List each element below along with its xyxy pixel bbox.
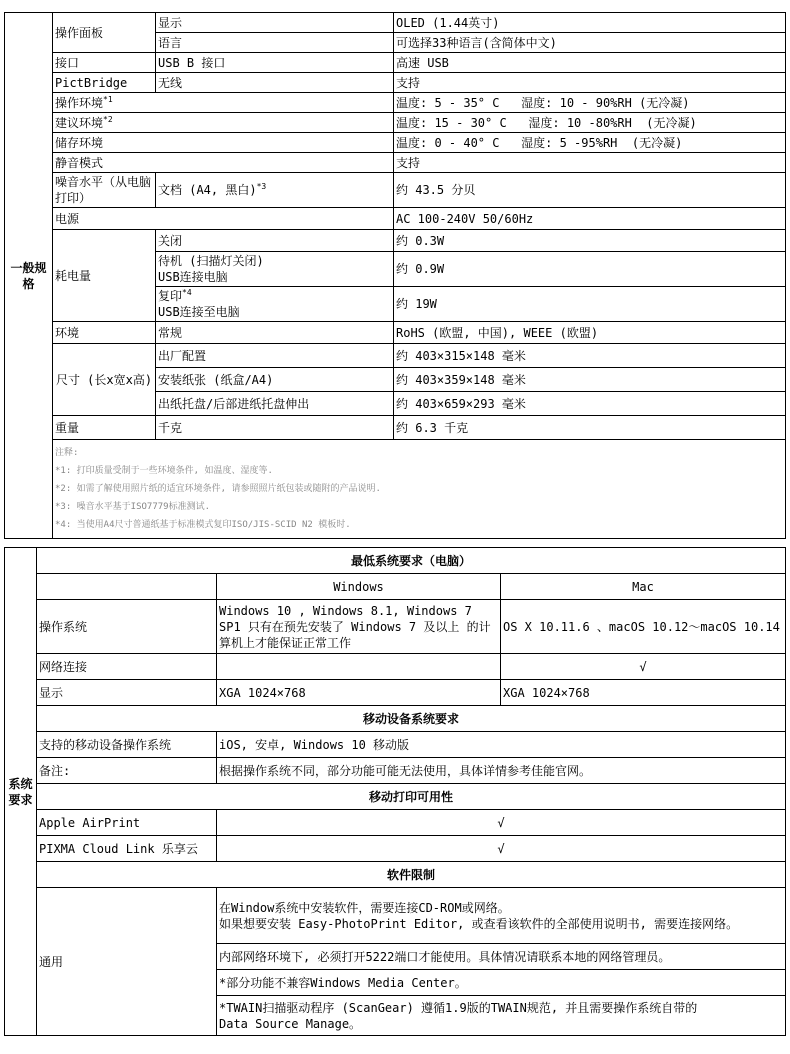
section-label-general: 一般规格 <box>5 13 53 539</box>
note-line: *1: 打印质量受制于一些环境条件, 如温度、湿度等. <box>55 466 273 476</box>
mobile-print-title: 移动打印可用性 <box>37 784 786 810</box>
val-factory: 约 403×315×148 毫米 <box>394 344 786 368</box>
val-mobile-os: iOS, 安卓, Windows 10 移动版 <box>217 732 786 758</box>
system-requirements-table <box>4 547 786 1036</box>
note-line: *3: 噪音水平基于ISO7779标准测试. <box>55 502 211 512</box>
label-mobile-os: 支持的移动设备操作系统 <box>37 732 217 758</box>
label-network: 网络连接 <box>37 654 217 680</box>
display-windows: XGA 1024×768 <box>217 680 501 706</box>
sub-display: 显示 <box>156 13 394 33</box>
label-power: 电源 <box>53 208 394 230</box>
label-storage-env: 储存环境 <box>53 133 394 153</box>
sub-weight: 千克 <box>156 416 394 440</box>
pixma-check: √ <box>217 836 786 862</box>
val-rec-env: 温度: 15 - 30° C 湿度: 10 -80%RH (无冷凝) <box>394 113 786 133</box>
val-storage-env: 温度: 0 - 40° C 湿度: 5 -95%RH (无冷凝) <box>394 133 786 153</box>
val-noise: 约 43.5 分贝 <box>394 173 786 208</box>
val-display: OLED (1.44英寸) <box>394 13 786 33</box>
note-line: 注释: <box>55 448 79 458</box>
blank-cell <box>37 574 217 600</box>
network-windows <box>217 654 501 680</box>
val-interface: 高速 USB <box>394 53 786 73</box>
label-pixma: PIXMA Cloud Link 乐享云 <box>37 836 217 862</box>
val-op-env: 温度: 5 - 35° C 湿度: 10 - 90%RH (无冷凝) <box>394 93 786 113</box>
val-language: 可选择33种语言(含简体中文) <box>394 33 786 53</box>
label-interface: 接口 <box>53 53 156 73</box>
label-mobile-note: 备注: <box>37 758 217 784</box>
col-mac: Mac <box>501 574 786 600</box>
col-windows: Windows <box>217 574 501 600</box>
note-line: *2: 如需了解使用照片纸的适宜环境条件, 请参照照片纸包装或随附的产品说明. <box>55 484 381 494</box>
val-environment: RoHS (欧盟, 中国), WEEE (欧盟) <box>394 322 786 344</box>
val-copy: 约 19W <box>394 287 786 322</box>
sub-factory: 出厂配置 <box>156 344 394 368</box>
sub-copy: 复印$^{*4}$ USB连接至电脑 <box>156 287 394 322</box>
label-pictbridge: PictBridge <box>53 73 156 93</box>
sub-environment: 常规 <box>156 322 394 344</box>
software-row: 在Window系统中安装软件，需要连接CD-ROM或网络。 如果想要安装 Easy-PhotoPrint Editor, 或查看该软件的全部使用说明书, 需要连接网络。 <box>217 888 786 944</box>
sub-language: 语言 <box>156 33 394 53</box>
val-tray: 约 403×659×293 毫米 <box>394 392 786 416</box>
val-power: AC 100-240V 50/60Hz <box>394 208 786 230</box>
val-pictbridge: 支持 <box>394 73 786 93</box>
sub-noise: 文档 (A4, 黑白)$^{*3}$ <box>156 173 394 208</box>
os-mac: OS X 10.11.6 、macOS 10.12～macOS 10.14 <box>501 600 786 654</box>
software-limits-title: 软件限制 <box>37 862 786 888</box>
sub-pictbridge: 无线 <box>156 73 394 93</box>
label-quiet: 静音模式 <box>53 153 394 173</box>
software-row: 内部网络环境下, 必须打开5222端口才能使用。具体情况请联系本地的网络管理员。 <box>217 944 786 970</box>
label-os: 操作系统 <box>37 600 217 654</box>
section-label-system: 系统要求 <box>5 548 37 1036</box>
notes <box>53 440 786 539</box>
val-standby: 约 0.9W <box>394 252 786 287</box>
val-mobile-note: 根据操作系统不同，部分功能可能无法使用，具体详情参考佳能官网。 <box>217 758 786 784</box>
sub-standby: 待机 (扫描灯关闭) USB连接电脑 <box>156 252 394 287</box>
label-consumption: 耗电量 <box>53 230 156 322</box>
label-dimensions: 尺寸 (长x宽x高) <box>53 344 156 416</box>
display-mac: XGA 1024×768 <box>501 680 786 706</box>
software-row: *部分功能不兼容Windows Media Center。 <box>217 970 786 996</box>
val-quiet: 支持 <box>394 153 786 173</box>
airprint-check: √ <box>217 810 786 836</box>
mobile-requirements-title: 移动设备系统要求 <box>37 706 786 732</box>
label-weight: 重量 <box>53 416 156 440</box>
sub-paper: 安装纸张 (纸盒/A4) <box>156 368 394 392</box>
note-line: *4: 当使用A4尺寸普通纸基于标准模式复印ISO/JIS-SCID N2 模板时. <box>55 520 351 530</box>
label-general: 通用 <box>37 888 217 1036</box>
val-off: 约 0.3W <box>394 230 786 252</box>
os-windows: Windows 10 , Windows 8.1, Windows 7 SP1 只有在预先安装了 Windows 7 及以上 的计算机上才能保证正常工作 <box>217 600 501 654</box>
val-paper: 约 403×359×148 毫米 <box>394 368 786 392</box>
val-weight: 约 6.3 千克 <box>394 416 786 440</box>
network-mac-check: √ <box>501 654 786 680</box>
label-panel: 操作面板 <box>53 13 156 53</box>
general-spec-table <box>4 12 786 539</box>
label-environment: 环境 <box>53 322 156 344</box>
sub-tray: 出纸托盘/后部进纸托盘伸出 <box>156 392 394 416</box>
sub-interface: USB B 接口 <box>156 53 394 73</box>
label-rec-env: 建议环境$^{*2}$ <box>53 113 394 133</box>
label-airprint: Apple AirPrint <box>37 810 217 836</box>
label-display: 显示 <box>37 680 217 706</box>
label-op-env: 操作环境$^{*1}$ <box>53 93 394 113</box>
label-noise: 噪音水平（从电脑打印） <box>53 173 156 208</box>
pc-requirements-title: 最低系统要求（电脑） <box>37 548 786 574</box>
sub-off: 关闭 <box>156 230 394 252</box>
software-row: *TWAIN扫描驱动程序 (ScanGear) 遵循1.9版的TWAIN规范, 并且需要操作系统自带的 Data Source Manage。 <box>217 996 786 1036</box>
